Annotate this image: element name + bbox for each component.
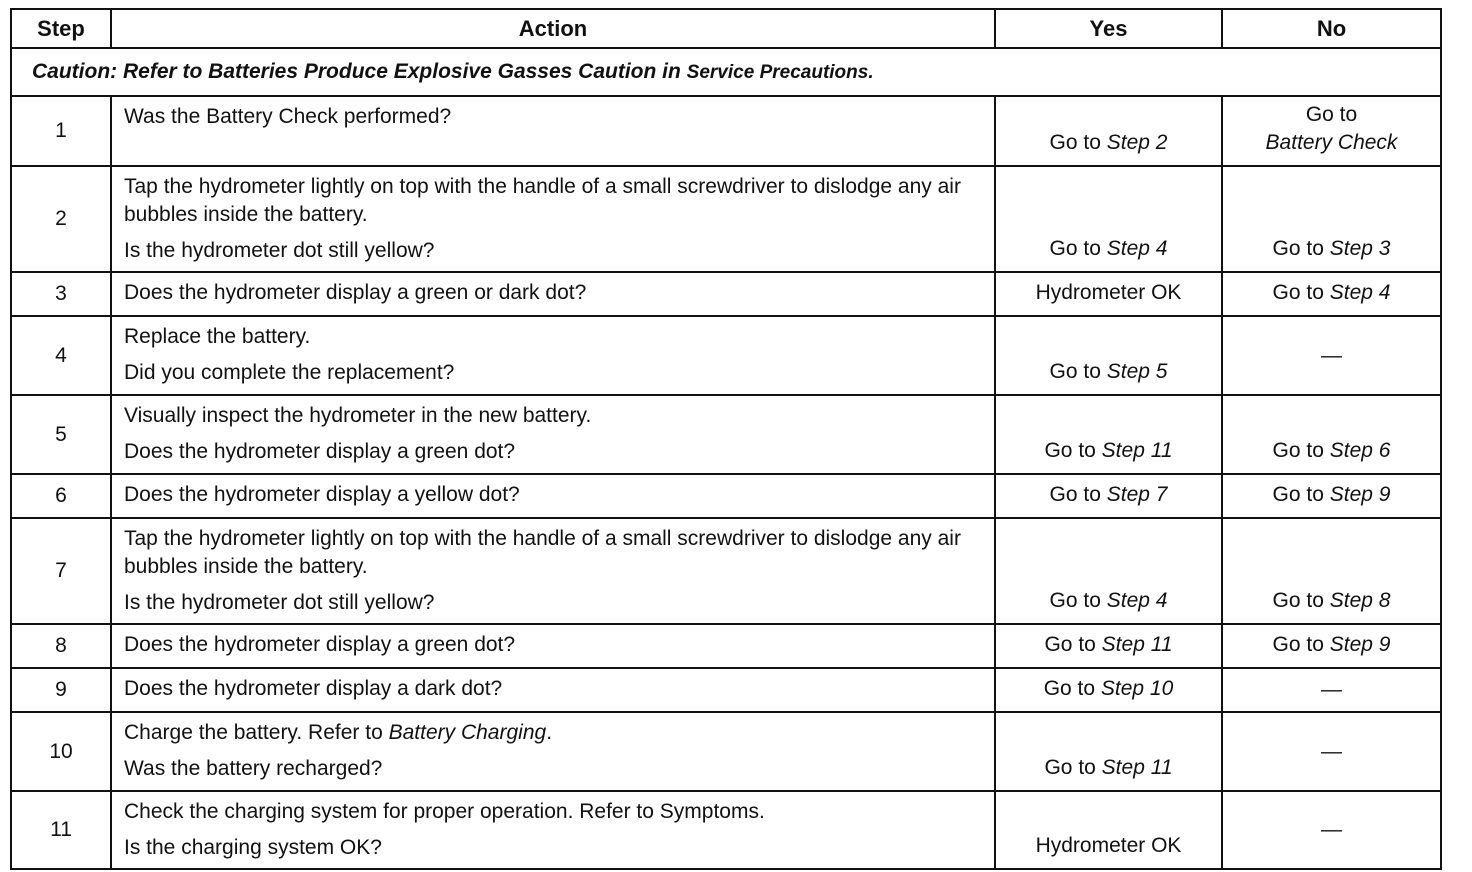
action-cell — [111, 791, 995, 869]
yes-result: Hydrometer OK — [995, 272, 1222, 316]
action-question: Does the hydrometer display a green dot? — [124, 633, 516, 656]
step-reference: Step 9 — [1329, 483, 1391, 506]
step-number: 9 — [11, 668, 111, 712]
no-result: Go to Step 9 — [1222, 474, 1441, 518]
action-question: Is the hydrometer dot still yellow? — [124, 239, 435, 262]
yes-result: Go to Step 4 — [995, 518, 1222, 624]
step-number: 10 — [11, 712, 111, 791]
no-result-reference: Battery Check — [1265, 131, 1398, 154]
no-result — [1222, 96, 1441, 166]
action-text: Was the Battery Check performed? — [124, 105, 452, 128]
step-reference: Step 11 — [1101, 756, 1173, 779]
yes-result: Go to Step 2 — [995, 96, 1222, 166]
action-question: Does the hydrometer display a yellow dot? — [124, 483, 520, 506]
header-yes: Yes — [995, 9, 1222, 48]
action-cell — [111, 474, 995, 518]
table-row — [11, 395, 1441, 474]
step-reference: Step 7 — [1106, 483, 1168, 506]
no-result: Go to Step 4 — [1222, 272, 1441, 316]
caution-row — [11, 48, 1441, 96]
action-cell — [111, 712, 995, 791]
step-reference: Step 4 — [1329, 281, 1391, 304]
yes-result: Go to Step 11 — [995, 712, 1222, 791]
caution-note — [11, 48, 1441, 96]
yes-result: Go to Step 7 — [995, 474, 1222, 518]
yes-result: Go to Step 4 — [995, 166, 1222, 272]
step-number: 5 — [11, 395, 111, 474]
table-row — [11, 272, 1441, 316]
action-question: Is the hydrometer dot still yellow? — [124, 591, 435, 614]
action-text — [124, 719, 982, 747]
table-row — [11, 791, 1441, 869]
action-text: Check the charging system for proper operation. Refer to Symptoms. — [124, 800, 765, 823]
action-text: Replace the battery. — [124, 325, 311, 348]
action-text-part: . — [546, 721, 553, 744]
table-row — [11, 96, 1441, 166]
step-reference: Step 9 — [1329, 633, 1391, 656]
no-result: — — [1222, 668, 1441, 712]
no-result: Go to Step 9 — [1222, 624, 1441, 668]
step-reference: Step 11 — [1101, 633, 1173, 656]
step-number: 2 — [11, 166, 111, 272]
header-no: No — [1222, 9, 1441, 48]
header-row — [11, 9, 1441, 48]
no-result: Go to Step 3 — [1222, 166, 1441, 272]
action-question: Does the hydrometer display a green dot? — [124, 440, 516, 463]
action-cell — [111, 668, 995, 712]
yes-result: Go to Step 10 — [995, 668, 1222, 712]
no-result: Go to Step 8 — [1222, 518, 1441, 624]
battery-charging-reference: Battery Charging — [388, 721, 547, 744]
yes-result: Go to Step 5 — [995, 316, 1222, 395]
step-number: 3 — [11, 272, 111, 316]
no-result: — — [1222, 712, 1441, 791]
action-question: Does the hydrometer display a dark dot? — [124, 677, 503, 700]
action-cell — [111, 96, 995, 166]
action-question: Does the hydrometer display a green or dark dot? — [124, 281, 587, 304]
yes-result: Go to Step 11 — [995, 624, 1222, 668]
header-step: Step — [11, 9, 111, 48]
step-reference: Step 8 — [1329, 589, 1391, 612]
step-number: 1 — [11, 96, 111, 166]
action-question: Was the battery recharged? — [124, 757, 383, 780]
table-row — [11, 474, 1441, 518]
header-action: Action — [111, 9, 995, 48]
action-cell — [111, 624, 995, 668]
table-row — [11, 518, 1441, 624]
action-cell — [111, 272, 995, 316]
action-cell — [111, 316, 995, 395]
step-reference: Step 11 — [1101, 439, 1173, 462]
action-cell — [111, 395, 995, 474]
caution-text: Caution: Refer to Batteries Produce Explosive Gasses Caution in — [32, 60, 687, 83]
action-text: Tap the hydrometer lightly on top with the handle of a small screwdriver to dislodge any air bubbles inside the battery. — [124, 527, 961, 578]
step-reference: Step 5 — [1106, 360, 1168, 383]
step-reference: Step 2 — [1106, 131, 1168, 154]
yes-result: Go to Step 11 — [995, 395, 1222, 474]
step-reference: Step 10 — [1100, 677, 1174, 700]
no-result-line: Go to — [1305, 103, 1358, 126]
no-result: Go to Step 6 — [1222, 395, 1441, 474]
step-reference: Step 3 — [1329, 237, 1391, 260]
no-result: — — [1222, 791, 1441, 869]
step-number: 4 — [11, 316, 111, 395]
table-row — [11, 668, 1441, 712]
step-number: 11 — [11, 791, 111, 869]
action-cell — [111, 166, 995, 272]
action-text: Tap the hydrometer lightly on top with the handle of a small screwdriver to dislodge any air bubbles inside the battery. — [124, 175, 961, 226]
yes-result: Hydrometer OK — [995, 791, 1222, 869]
caution-reference: Service Precautions. — [686, 62, 874, 83]
no-result: — — [1222, 316, 1441, 395]
step-number: 8 — [11, 624, 111, 668]
step-number: 6 — [11, 474, 111, 518]
table-row — [11, 316, 1441, 395]
table-row — [11, 712, 1441, 791]
diagnostic-table — [10, 8, 1442, 870]
step-reference: Step 6 — [1329, 439, 1391, 462]
action-text: Visually inspect the hydrometer in the new battery. — [124, 404, 592, 427]
step-number: 7 — [11, 518, 111, 624]
action-question: Is the charging system OK? — [124, 836, 382, 859]
step-reference: Step 4 — [1106, 237, 1168, 260]
action-text-part: Charge the battery. Refer to — [124, 721, 389, 744]
action-cell — [111, 518, 995, 624]
table-row — [11, 166, 1441, 272]
table-row — [11, 624, 1441, 668]
action-question: Did you complete the replacement? — [124, 361, 455, 384]
step-reference: Step 4 — [1106, 589, 1168, 612]
